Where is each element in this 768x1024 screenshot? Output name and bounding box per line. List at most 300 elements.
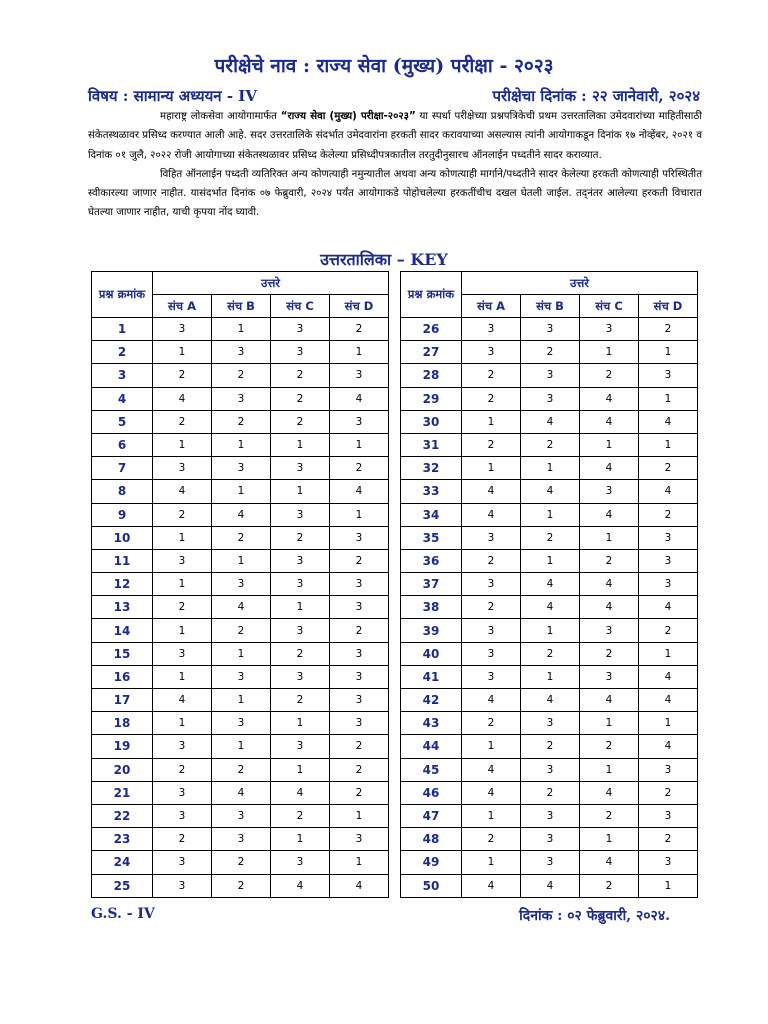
question-number-cell: 27 bbox=[401, 341, 462, 364]
table-row bbox=[92, 526, 389, 549]
set-b-answer: 2 bbox=[521, 642, 580, 665]
table-row bbox=[92, 318, 389, 341]
set-c-answer: 1 bbox=[580, 433, 639, 456]
set-c-answer: 3 bbox=[271, 735, 330, 758]
set-c-answer: 2 bbox=[271, 804, 330, 827]
set-d-answer: 1 bbox=[330, 804, 389, 827]
set-a-answer: 4 bbox=[462, 758, 521, 781]
table-row bbox=[92, 665, 389, 688]
set-c-header: संच C bbox=[271, 295, 330, 318]
table-row bbox=[401, 665, 698, 688]
set-d-answer: 2 bbox=[330, 758, 389, 781]
set-d-answer: 1 bbox=[330, 503, 389, 526]
set-b-answer: 1 bbox=[212, 689, 271, 712]
set-b-answer: 3 bbox=[521, 712, 580, 735]
question-number-cell: 13 bbox=[92, 596, 153, 619]
set-a-answer: 4 bbox=[462, 480, 521, 503]
set-b-answer: 1 bbox=[521, 503, 580, 526]
set-a-answer: 2 bbox=[153, 503, 212, 526]
table-row bbox=[92, 364, 389, 387]
question-number-header: प्रश्न क्रमांक bbox=[92, 272, 153, 318]
set-b-answer: 2 bbox=[212, 851, 271, 874]
table-row bbox=[401, 503, 698, 526]
set-c-answer: 2 bbox=[271, 642, 330, 665]
set-d-answer: 3 bbox=[330, 642, 389, 665]
set-d-answer: 2 bbox=[330, 735, 389, 758]
set-c-answer: 3 bbox=[580, 665, 639, 688]
set-a-answer: 3 bbox=[462, 526, 521, 549]
set-c-answer: 1 bbox=[271, 828, 330, 851]
set-b-answer: 4 bbox=[521, 689, 580, 712]
set-c-answer: 2 bbox=[580, 364, 639, 387]
set-a-answer: 4 bbox=[153, 480, 212, 503]
question-number-cell: 26 bbox=[401, 318, 462, 341]
set-a-answer: 4 bbox=[153, 387, 212, 410]
set-d-answer: 3 bbox=[639, 364, 698, 387]
set-b-answer: 4 bbox=[212, 781, 271, 804]
table-row bbox=[92, 851, 389, 874]
set-b-answer: 2 bbox=[521, 526, 580, 549]
set-d-answer: 1 bbox=[639, 341, 698, 364]
set-a-answer: 3 bbox=[462, 642, 521, 665]
set-b-answer: 3 bbox=[212, 457, 271, 480]
table-row bbox=[401, 642, 698, 665]
answer-rows-right bbox=[401, 318, 698, 898]
set-a-answer: 1 bbox=[462, 851, 521, 874]
question-number-cell: 30 bbox=[401, 410, 462, 433]
set-b-answer: 2 bbox=[212, 526, 271, 549]
answers-header: उत्तरे bbox=[462, 272, 698, 295]
set-d-answer: 4 bbox=[330, 874, 389, 897]
set-b-answer: 3 bbox=[212, 712, 271, 735]
set-d-answer: 1 bbox=[330, 433, 389, 456]
set-d-answer: 4 bbox=[330, 387, 389, 410]
set-b-answer: 2 bbox=[521, 433, 580, 456]
table-row bbox=[401, 410, 698, 433]
answers-header: उत्तरे bbox=[153, 272, 389, 295]
set-d-answer: 3 bbox=[330, 689, 389, 712]
question-number-cell: 19 bbox=[92, 735, 153, 758]
table-row bbox=[92, 573, 389, 596]
set-d-answer: 2 bbox=[330, 619, 389, 642]
table-row bbox=[92, 619, 389, 642]
set-c-answer: 2 bbox=[271, 410, 330, 433]
set-b-answer: 4 bbox=[521, 573, 580, 596]
set-c-answer: 4 bbox=[580, 851, 639, 874]
set-c-answer: 3 bbox=[271, 503, 330, 526]
set-b-answer: 1 bbox=[521, 665, 580, 688]
question-number-cell: 21 bbox=[92, 781, 153, 804]
set-c-answer: 3 bbox=[271, 573, 330, 596]
table-row bbox=[92, 549, 389, 572]
question-number-cell: 15 bbox=[92, 642, 153, 665]
set-c-answer: 4 bbox=[580, 410, 639, 433]
set-c-answer: 3 bbox=[271, 851, 330, 874]
set-b-answer: 3 bbox=[521, 758, 580, 781]
set-c-answer: 4 bbox=[271, 874, 330, 897]
question-number-cell: 6 bbox=[92, 433, 153, 456]
set-a-answer: 2 bbox=[462, 433, 521, 456]
set-c-answer: 4 bbox=[580, 503, 639, 526]
set-c-answer: 1 bbox=[271, 712, 330, 735]
set-d-answer: 1 bbox=[639, 387, 698, 410]
set-d-answer: 3 bbox=[330, 712, 389, 735]
question-number-cell: 9 bbox=[92, 503, 153, 526]
set-a-answer: 4 bbox=[462, 781, 521, 804]
set-c-answer: 4 bbox=[580, 573, 639, 596]
set-b-answer: 3 bbox=[521, 804, 580, 827]
set-c-answer: 3 bbox=[271, 619, 330, 642]
question-number-cell: 2 bbox=[92, 341, 153, 364]
set-a-answer: 3 bbox=[153, 851, 212, 874]
set-a-answer: 3 bbox=[462, 341, 521, 364]
notice-text bbox=[88, 107, 702, 223]
question-number-cell: 7 bbox=[92, 457, 153, 480]
set-b-header: संच B bbox=[521, 295, 580, 318]
set-d-answer: 2 bbox=[330, 549, 389, 572]
set-b-answer: 4 bbox=[212, 503, 271, 526]
set-a-answer: 1 bbox=[153, 573, 212, 596]
set-d-answer: 1 bbox=[639, 433, 698, 456]
question-number-cell: 33 bbox=[401, 480, 462, 503]
question-number-cell: 8 bbox=[92, 480, 153, 503]
set-b-answer: 1 bbox=[212, 480, 271, 503]
question-number-cell: 48 bbox=[401, 828, 462, 851]
question-number-cell: 38 bbox=[401, 596, 462, 619]
question-number-cell: 42 bbox=[401, 689, 462, 712]
table-row bbox=[401, 318, 698, 341]
question-number-cell: 45 bbox=[401, 758, 462, 781]
set-c-answer: 1 bbox=[580, 712, 639, 735]
set-a-answer: 3 bbox=[153, 642, 212, 665]
set-d-answer: 3 bbox=[330, 665, 389, 688]
question-number-cell: 41 bbox=[401, 665, 462, 688]
set-a-header: संच A bbox=[153, 295, 212, 318]
set-d-answer: 3 bbox=[330, 364, 389, 387]
table-row bbox=[92, 804, 389, 827]
set-d-answer: 1 bbox=[639, 712, 698, 735]
question-number-cell: 39 bbox=[401, 619, 462, 642]
table-row bbox=[401, 712, 698, 735]
set-b-answer: 1 bbox=[521, 549, 580, 572]
set-d-answer: 2 bbox=[639, 781, 698, 804]
set-d-answer: 4 bbox=[639, 410, 698, 433]
table-row bbox=[401, 433, 698, 456]
set-a-answer: 3 bbox=[153, 549, 212, 572]
set-b-answer: 3 bbox=[212, 828, 271, 851]
footer-publish-date: दिनांक : ०२ फेब्रुवारी, २०२४. bbox=[519, 908, 670, 924]
table-row bbox=[92, 828, 389, 851]
question-number-cell: 44 bbox=[401, 735, 462, 758]
set-d-answer: 4 bbox=[639, 665, 698, 688]
set-c-answer: 3 bbox=[580, 480, 639, 503]
table-row bbox=[401, 573, 698, 596]
set-c-answer: 1 bbox=[271, 480, 330, 503]
table-row bbox=[401, 781, 698, 804]
set-d-answer: 2 bbox=[639, 318, 698, 341]
notice-p1-exam-name: “राज्य सेवा (मुख्य) परीक्षा-२०२३” bbox=[280, 111, 416, 122]
table-row bbox=[92, 874, 389, 897]
set-a-answer: 1 bbox=[153, 433, 212, 456]
notice-p1-start: महाराष्ट्र लोकसेवा आयोगामार्फत bbox=[160, 111, 281, 122]
set-c-answer: 4 bbox=[580, 457, 639, 480]
set-a-answer: 3 bbox=[462, 318, 521, 341]
set-c-answer: 1 bbox=[580, 526, 639, 549]
table-row bbox=[92, 712, 389, 735]
table-row bbox=[401, 596, 698, 619]
table-row bbox=[401, 619, 698, 642]
set-a-answer: 2 bbox=[462, 387, 521, 410]
question-number-cell: 49 bbox=[401, 851, 462, 874]
question-number-header: प्रश्न क्रमांक bbox=[401, 272, 462, 318]
set-c-answer: 3 bbox=[271, 457, 330, 480]
set-b-answer: 4 bbox=[521, 874, 580, 897]
set-a-answer: 2 bbox=[462, 596, 521, 619]
set-b-answer: 1 bbox=[212, 642, 271, 665]
table-row bbox=[92, 781, 389, 804]
set-a-answer: 1 bbox=[153, 665, 212, 688]
set-a-answer: 3 bbox=[153, 804, 212, 827]
set-a-answer: 2 bbox=[153, 828, 212, 851]
set-b-answer: 3 bbox=[521, 828, 580, 851]
set-b-answer: 3 bbox=[521, 318, 580, 341]
set-d-answer: 4 bbox=[330, 480, 389, 503]
set-b-answer: 4 bbox=[521, 410, 580, 433]
set-d-answer: 2 bbox=[639, 828, 698, 851]
set-c-answer: 2 bbox=[580, 874, 639, 897]
table-row bbox=[92, 758, 389, 781]
set-b-answer: 3 bbox=[521, 851, 580, 874]
question-number-cell: 22 bbox=[92, 804, 153, 827]
set-c-answer: 2 bbox=[580, 549, 639, 572]
table-row bbox=[92, 387, 389, 410]
set-d-answer: 1 bbox=[330, 341, 389, 364]
question-number-cell: 17 bbox=[92, 689, 153, 712]
notice-p1-end: या स्पर्धा परीक्षेच्या प्रश्नपत्रिकेची प्रथम उत्तरतालिका उमेदवारांच्या माहितीसाठी संकेतस्थळावर प्रसिध्द करण्यात आली आहे. सदर उत्तरतालिके संदर्भात उमेदवारांना हरकती सादर करावयाच्या असल्यास त्यांनी आयोगाकडून दिनांक १७ नोव्हेंबर, २०२१ व दिनांक ०१ जुलै, २०२२ रोजी आयोगाच्या संकेतस्थळावर प्रसिध्द केलेल्या प्रसिध्दीपत्रकातील तरतुदीनुसारच ऑनलाईन पध्दतीने सादर कराव्यात. bbox=[88, 111, 702, 161]
set-d-answer: 4 bbox=[639, 596, 698, 619]
set-d-answer: 3 bbox=[639, 573, 698, 596]
set-c-answer: 3 bbox=[580, 619, 639, 642]
question-number-cell: 20 bbox=[92, 758, 153, 781]
table-row bbox=[92, 596, 389, 619]
question-number-cell: 46 bbox=[401, 781, 462, 804]
set-b-answer: 4 bbox=[521, 596, 580, 619]
set-b-answer: 1 bbox=[212, 318, 271, 341]
question-number-cell: 24 bbox=[92, 851, 153, 874]
set-c-answer: 1 bbox=[271, 758, 330, 781]
set-a-answer: 4 bbox=[153, 689, 212, 712]
table-row bbox=[401, 735, 698, 758]
question-number-cell: 25 bbox=[92, 874, 153, 897]
question-number-cell: 10 bbox=[92, 526, 153, 549]
set-c-answer: 2 bbox=[271, 387, 330, 410]
table-row bbox=[401, 689, 698, 712]
set-b-answer: 3 bbox=[521, 387, 580, 410]
set-d-answer: 3 bbox=[330, 526, 389, 549]
table-row bbox=[92, 433, 389, 456]
set-a-answer: 1 bbox=[153, 619, 212, 642]
question-number-cell: 4 bbox=[92, 387, 153, 410]
set-b-header: संच B bbox=[212, 295, 271, 318]
table-row bbox=[401, 457, 698, 480]
set-a-answer: 1 bbox=[462, 804, 521, 827]
set-a-answer: 2 bbox=[153, 596, 212, 619]
question-number-cell: 36 bbox=[401, 549, 462, 572]
exam-title: परीक्षेचे नाव : राज्य सेवा (मुख्य) परीक्षा - २०२३ bbox=[214, 55, 554, 77]
set-a-answer: 2 bbox=[462, 549, 521, 572]
set-b-answer: 1 bbox=[521, 619, 580, 642]
set-d-answer: 3 bbox=[330, 573, 389, 596]
answer-key-table-left bbox=[91, 271, 389, 898]
question-number-cell: 50 bbox=[401, 874, 462, 897]
set-b-answer: 4 bbox=[212, 596, 271, 619]
set-d-answer: 3 bbox=[639, 526, 698, 549]
set-b-answer: 2 bbox=[212, 364, 271, 387]
table-row bbox=[92, 480, 389, 503]
notice-paragraph-2: विहित ऑनलाईन पध्दती व्यतिरिक्त अन्य कोणत्याही नमुन्यातील अथवा अन्य कोणत्याही मार्गाने/पध्दतीने सादर केलेल्या हरकती कोणत्याही परिस्थितीत स्वीकारल्या जाणार नाहीत. यासंदर्भात दिनांक ०७ फेब्रुवारी, २०२४ पर्यंत आयोगाकडे पोहोचलेल्या हरकतींचीच दखल घेतली जाईल. तद्नंतर आलेल्या हरकती विचारात घेतल्या जाणार नाहीत, याची कृपया नोंद घ्यावी. bbox=[88, 168, 702, 219]
set-c-answer: 2 bbox=[271, 526, 330, 549]
set-a-answer: 4 bbox=[462, 874, 521, 897]
table-row bbox=[401, 874, 698, 897]
set-d-answer: 3 bbox=[639, 549, 698, 572]
set-a-answer: 3 bbox=[153, 457, 212, 480]
exam-date-label: परीक्षेचा दिनांक : २२ जानेवारी, २०२४ bbox=[492, 87, 700, 105]
set-b-answer: 3 bbox=[521, 364, 580, 387]
question-number-cell: 34 bbox=[401, 503, 462, 526]
question-number-cell: 40 bbox=[401, 642, 462, 665]
table-row bbox=[92, 735, 389, 758]
table-row bbox=[401, 387, 698, 410]
set-c-answer: 2 bbox=[580, 804, 639, 827]
set-d-answer: 2 bbox=[330, 781, 389, 804]
footer-paper-code: G.S. - IV bbox=[91, 906, 155, 922]
set-c-answer: 3 bbox=[271, 665, 330, 688]
set-b-answer: 2 bbox=[212, 619, 271, 642]
question-number-cell: 16 bbox=[92, 665, 153, 688]
question-number-cell: 14 bbox=[92, 619, 153, 642]
question-number-cell: 23 bbox=[92, 828, 153, 851]
set-d-answer: 3 bbox=[639, 758, 698, 781]
question-number-cell: 43 bbox=[401, 712, 462, 735]
table-row bbox=[92, 689, 389, 712]
set-c-answer: 1 bbox=[580, 341, 639, 364]
set-c-answer: 3 bbox=[271, 549, 330, 572]
question-number-cell: 3 bbox=[92, 364, 153, 387]
set-a-answer: 2 bbox=[462, 712, 521, 735]
set-a-answer: 2 bbox=[153, 364, 212, 387]
set-c-header: संच C bbox=[580, 295, 639, 318]
set-d-answer: 4 bbox=[639, 480, 698, 503]
set-a-answer: 3 bbox=[153, 735, 212, 758]
set-b-answer: 1 bbox=[212, 549, 271, 572]
set-d-answer: 3 bbox=[639, 804, 698, 827]
set-a-answer: 4 bbox=[462, 503, 521, 526]
set-d-answer: 3 bbox=[330, 410, 389, 433]
table-row bbox=[401, 480, 698, 503]
set-b-answer: 2 bbox=[212, 410, 271, 433]
set-b-answer: 1 bbox=[212, 433, 271, 456]
set-a-answer: 2 bbox=[153, 758, 212, 781]
set-c-answer: 1 bbox=[580, 828, 639, 851]
set-b-answer: 1 bbox=[212, 735, 271, 758]
set-a-answer: 3 bbox=[153, 781, 212, 804]
set-d-answer: 2 bbox=[330, 457, 389, 480]
table-row bbox=[401, 341, 698, 364]
set-d-answer: 2 bbox=[639, 503, 698, 526]
question-number-cell: 32 bbox=[401, 457, 462, 480]
question-number-cell: 5 bbox=[92, 410, 153, 433]
set-b-answer: 3 bbox=[212, 665, 271, 688]
table-row bbox=[401, 526, 698, 549]
answer-rows-left bbox=[92, 318, 389, 898]
set-d-answer: 1 bbox=[639, 642, 698, 665]
set-a-answer: 2 bbox=[153, 410, 212, 433]
question-number-cell: 29 bbox=[401, 387, 462, 410]
table-row bbox=[401, 364, 698, 387]
set-a-header: संच A bbox=[462, 295, 521, 318]
answer-key-table-right bbox=[400, 271, 698, 898]
set-a-answer: 1 bbox=[153, 526, 212, 549]
question-number-cell: 18 bbox=[92, 712, 153, 735]
set-c-answer: 4 bbox=[580, 781, 639, 804]
set-d-answer: 3 bbox=[639, 851, 698, 874]
question-number-cell: 37 bbox=[401, 573, 462, 596]
set-a-answer: 1 bbox=[153, 712, 212, 735]
set-d-answer: 4 bbox=[639, 735, 698, 758]
set-d-answer: 3 bbox=[330, 828, 389, 851]
table-row bbox=[401, 851, 698, 874]
question-number-cell: 12 bbox=[92, 573, 153, 596]
answer-key-title: उत्तरतालिका – KEY bbox=[320, 250, 448, 269]
set-c-answer: 4 bbox=[580, 596, 639, 619]
question-number-cell: 47 bbox=[401, 804, 462, 827]
set-c-answer: 3 bbox=[271, 318, 330, 341]
set-d-answer: 1 bbox=[639, 874, 698, 897]
set-c-answer: 1 bbox=[271, 596, 330, 619]
table-row bbox=[401, 758, 698, 781]
set-c-answer: 4 bbox=[580, 689, 639, 712]
table-row bbox=[92, 341, 389, 364]
set-c-answer: 2 bbox=[271, 689, 330, 712]
set-d-header: संच D bbox=[330, 295, 389, 318]
set-b-answer: 2 bbox=[521, 781, 580, 804]
subject-label: विषय : सामान्य अध्ययन - IV bbox=[88, 87, 257, 105]
question-number-cell: 1 bbox=[92, 318, 153, 341]
set-a-answer: 1 bbox=[462, 410, 521, 433]
set-a-answer: 3 bbox=[462, 573, 521, 596]
set-b-answer: 3 bbox=[212, 573, 271, 596]
set-b-answer: 2 bbox=[212, 758, 271, 781]
question-number-cell: 28 bbox=[401, 364, 462, 387]
set-c-answer: 1 bbox=[580, 758, 639, 781]
set-c-answer: 4 bbox=[580, 387, 639, 410]
table-row bbox=[401, 549, 698, 572]
set-c-answer: 4 bbox=[271, 781, 330, 804]
table-row bbox=[92, 457, 389, 480]
table-row bbox=[401, 804, 698, 827]
set-d-answer: 2 bbox=[639, 619, 698, 642]
table-row bbox=[92, 503, 389, 526]
set-c-answer: 2 bbox=[580, 642, 639, 665]
set-b-answer: 2 bbox=[212, 874, 271, 897]
set-b-answer: 3 bbox=[212, 804, 271, 827]
set-c-answer: 3 bbox=[580, 318, 639, 341]
set-d-answer: 2 bbox=[639, 457, 698, 480]
set-b-answer: 3 bbox=[212, 341, 271, 364]
set-a-answer: 3 bbox=[153, 874, 212, 897]
set-c-answer: 1 bbox=[271, 433, 330, 456]
set-d-answer: 2 bbox=[330, 318, 389, 341]
